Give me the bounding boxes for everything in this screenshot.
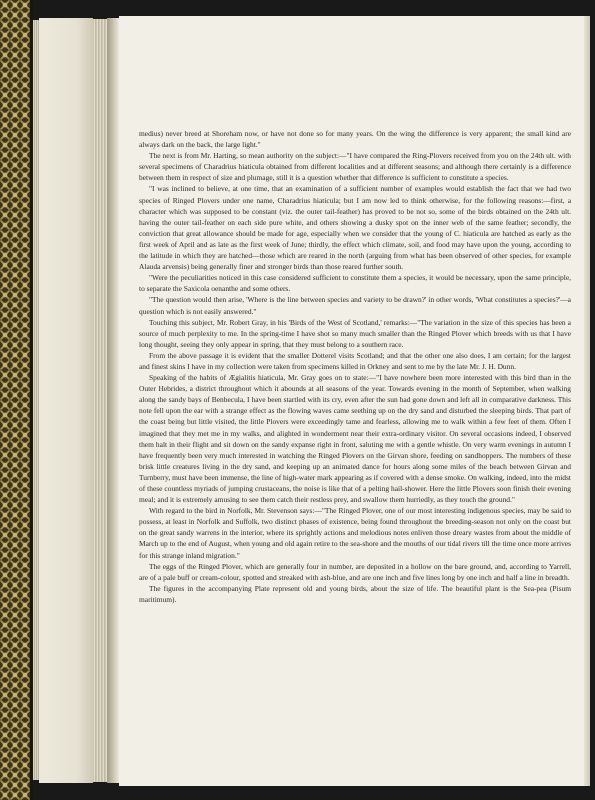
paragraph: The next is from Mr. Harting, so mean authority on the subject:—"I have compared the Ring-Plovers received from you on the 24th ult. with several specimens of Charadrius hiaticula obtained from different localities and at different seasons; and although there certainly is a difference between them in respect of size and plumage, still it is a question whether that difference is sufficient to constitute a species. <box>139 151 571 183</box>
paragraph: With regard to the bird in Norfolk, Mr. Stevenson says:—"The Ringed Plover, one of our most interesting indigenous species, may be said to possess, at least in Norfolk and Suffolk, two distinct phases of existence, being found throughout the breeding-season not only on the coast but on the great sandy warrens in the interior, where its sprightly actions and melodious notes enliven those dreary wastes from about the middle of March up to the end of August, when young and old again retire to the sea-shore and the mouths of our tidal rivers till the time once more arrives for this strange inland migration." <box>139 506 571 560</box>
paragraph: "The question would then arise, 'Where is the line between species and variety to be drawn?' in other words, 'What constitutes a species?'—a question which is not easily answered." <box>139 295 571 316</box>
paragraph: The figures in the accompanying Plate represent old and young birds, about the size of life. The beautiful plant is the Sea-pea (Pisum maritimum). <box>139 583 571 604</box>
page-body-text <box>139 128 571 605</box>
paragraph: "Were the peculiarities noticed in this case considered sufficient to constitute them a species, it would be necessary, upon the same principle, to separate the Saxicola oenanthe and some others. <box>139 273 571 294</box>
paragraph: "I was inclined to believe, at one time, that an examination of a sufficient number of examples would establish the fact that we had two species of Ringed Plovers under one name, Charadrius hiaticula; but I am now led to think otherwise, for the following reasons:—first, a character which was supposed to be constant (viz. the outer tail-feather) has proved to be not so, some of the birds obtained on the 24th ult. having the outer tail-feather on each side pure white, and others showing a dusky spot on the inner web of the same feather; secondly, the conviction that great allowance should be made for age, especially when we consider that the young of C. hiaticula are hatched as early as the first week of April and as late as the first week of June; thirdly, the effect which climate, soil, and food may have upon the young, according to the latitude in which they are hatched—those which are reared in the north (arguing from what has been observed of other species, for example Alauda arvensis) being generally finer and stronger birds than those reared further south. <box>139 184 571 272</box>
left-page <box>39 18 93 783</box>
decorative-cover-border <box>0 0 30 800</box>
book-gutter <box>107 18 119 783</box>
paragraph: medius) never breed at Shoreham now, or have not done so for many years. On the wing the difference is very apparent; the small kind are always dark on the back, the large light." <box>139 129 571 150</box>
paragraph: Touching this subject, Mr. Robert Gray, in his 'Birds of the West of Scotland,' remarks:—"The variation in the size of this species has been a source of much perplexity to me. In the spring-time I have shot so many much smaller than the Ringed Plover which breeds with us that I have long thought, seeing they only appear in spring, that they must belong to a southern race. <box>139 317 571 349</box>
paragraph: From the above passage it is evident that the smaller Dotterel visits Scotland; and that the other one also does, I am certain; for the largest and finest skins I have in my collection were taken from specimens killed in Orkney and sent to me by the late Mr. J. H. Dunn. <box>139 350 571 371</box>
page-outer-edge <box>584 16 590 786</box>
paragraph: Speaking of the habits of Ægialitis hiaticula, Mr. Gray goes on to state:—"I have nowhere been more interested with this bird than in the Outer Hebrides, a district throughout which it abounds at all seasons of the year. Towards evening in the month of September, when walking along the sandy bays of Benbecula, I have been startled with its cry, even after the sun had gone down and left all in comparative darkness. This note fell upon the ear with a strange effect as the flowing waves came seething up on the dry sand and disturbed the sleeping birds. That part of the coast being but little visited, the little Plovers were exceedingly tame and fearless, allowing me to walk within a few feet of them. Often I imagined that they met me in my walks, and alighted in wonderment near their extra-ordinary visitor. On several occasions indeed, I observed them halt in their flight and sit down on the sandy expanse right in front, saluting me with a gentle whistle. On very warm evenings in autumn I have frequently been very much interested in watching the Ringed Plovers on the Girvan shore, feeding on sandhoppers. The numbers of these brisk little creatures living in the dry sand, and keeping up an animated dance for hours along some miles of the beach between Girvan and Turnberry, must have been immense, the line of high-water mark appearing as if covered with a dense smoke. On walking, indeed, into the midst of these countless myriads of jumping crustaceans, the noise is like that of a pelting hail-shower. Here the little Plovers soon finish their evening meal; and it is extremely amusing to see them catch their restless prey, and swallow them hurriedly, as they touch the ground." <box>139 373 571 505</box>
paragraph: The eggs of the Ringed Plover, which are generally four in number, are deposited in a hollow on the bare ground, and, according to Yarrell, are of a pale buff or cream-colour, spotted and streaked with ash-blue, and are one inch and five lines long by one inch and half a line in breadth. <box>139 561 571 582</box>
page-stack-edge <box>93 19 107 782</box>
